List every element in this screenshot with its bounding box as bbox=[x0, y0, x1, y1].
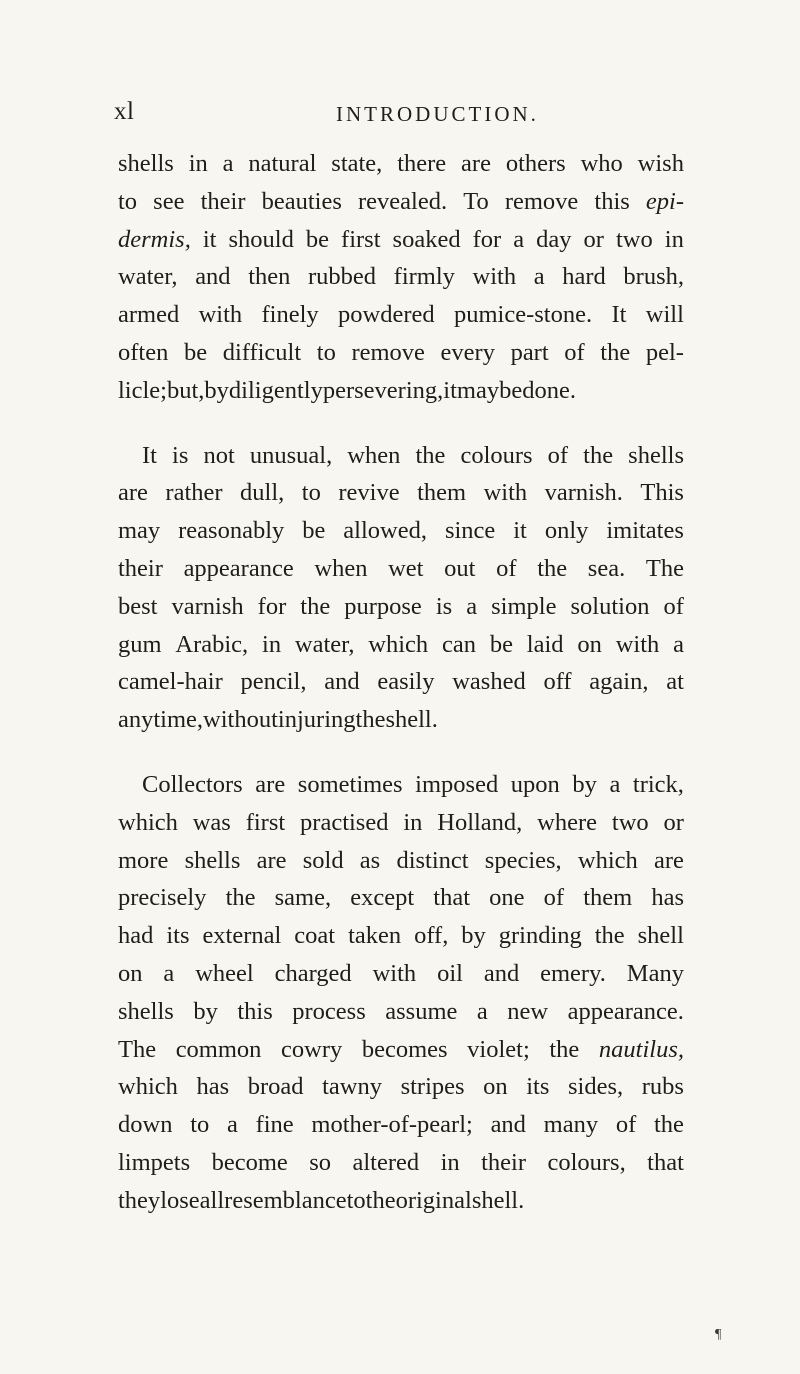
word: has bbox=[651, 884, 684, 912]
word: with bbox=[472, 263, 517, 291]
word: revealed. bbox=[357, 187, 448, 215]
word: then bbox=[248, 263, 291, 291]
text-line bbox=[118, 626, 684, 664]
paragraph-gap bbox=[118, 739, 684, 766]
word: Many bbox=[626, 959, 684, 987]
word: are bbox=[118, 479, 148, 507]
word: allowed, bbox=[343, 517, 427, 545]
word: the bbox=[594, 922, 625, 950]
word: the bbox=[415, 441, 446, 469]
word: had bbox=[118, 922, 154, 950]
word: be bbox=[305, 225, 330, 253]
word: them bbox=[417, 479, 467, 507]
word: common bbox=[175, 1035, 262, 1063]
word: the bbox=[355, 706, 386, 734]
word: camel-hair bbox=[118, 668, 223, 696]
word: by bbox=[461, 922, 486, 950]
word: or bbox=[583, 225, 604, 253]
word: others bbox=[505, 150, 566, 177]
text-line bbox=[118, 993, 684, 1031]
word: which bbox=[368, 630, 429, 658]
word: nautilus, bbox=[598, 1035, 684, 1063]
word: with bbox=[615, 630, 660, 658]
word: and bbox=[483, 959, 520, 987]
word: there bbox=[397, 150, 447, 177]
text-line bbox=[118, 701, 684, 739]
word: to bbox=[190, 1111, 210, 1139]
word: can bbox=[442, 630, 476, 658]
paragraph bbox=[118, 145, 684, 410]
word: shells bbox=[628, 441, 684, 469]
word: its bbox=[166, 922, 190, 950]
word: upon bbox=[510, 770, 560, 798]
word: sold bbox=[302, 846, 344, 874]
word: on bbox=[483, 1073, 508, 1101]
word: original bbox=[395, 1186, 472, 1214]
word: taken bbox=[348, 922, 402, 950]
word: and bbox=[324, 668, 360, 696]
word: all bbox=[199, 1186, 225, 1214]
word: in bbox=[440, 1148, 460, 1176]
word: in bbox=[664, 225, 684, 253]
word: a bbox=[476, 997, 488, 1025]
word: pel- bbox=[645, 338, 684, 366]
word: the bbox=[225, 884, 256, 912]
word: this bbox=[237, 997, 273, 1025]
word: altered bbox=[352, 1148, 420, 1176]
word: to bbox=[301, 479, 321, 507]
paragraph bbox=[118, 766, 684, 1220]
word: charged bbox=[274, 959, 352, 987]
word: Arabic, bbox=[175, 630, 249, 658]
word: epi- bbox=[645, 187, 684, 215]
word: a bbox=[533, 263, 545, 291]
word: first bbox=[341, 225, 381, 253]
word: state, bbox=[331, 150, 383, 177]
word: appearance. bbox=[567, 997, 684, 1025]
word: licle; bbox=[118, 376, 167, 404]
word: time, bbox=[153, 706, 204, 734]
text-line bbox=[118, 183, 684, 221]
word: Collectors bbox=[142, 770, 243, 798]
word: the bbox=[549, 1035, 580, 1063]
word: day bbox=[536, 225, 572, 253]
word: part bbox=[510, 338, 549, 366]
word: first bbox=[245, 808, 286, 836]
word: by bbox=[193, 997, 218, 1025]
word: more bbox=[118, 846, 169, 874]
word: their bbox=[200, 187, 246, 215]
word: every bbox=[440, 338, 495, 366]
word: solution bbox=[570, 592, 650, 620]
word: reasonably bbox=[178, 517, 285, 545]
word: This bbox=[640, 479, 684, 507]
paragraph bbox=[118, 437, 684, 739]
word: in bbox=[262, 630, 282, 658]
word: in bbox=[188, 150, 208, 177]
word: limpets bbox=[118, 1148, 191, 1176]
word: their bbox=[118, 554, 163, 582]
word: is bbox=[435, 592, 453, 620]
word: them bbox=[583, 884, 633, 912]
word: at bbox=[666, 668, 684, 696]
word: when bbox=[314, 554, 368, 582]
text-line bbox=[118, 334, 684, 372]
word: which bbox=[118, 808, 178, 836]
word: The bbox=[118, 1035, 157, 1063]
text-line bbox=[118, 879, 684, 917]
word: new bbox=[507, 997, 549, 1025]
word: imitates bbox=[606, 517, 684, 545]
word: a bbox=[222, 150, 234, 177]
word: any bbox=[118, 706, 154, 734]
word: that bbox=[647, 1148, 684, 1176]
word: may bbox=[456, 376, 500, 404]
word: where bbox=[537, 808, 598, 836]
word: not bbox=[203, 441, 235, 469]
word: lose bbox=[160, 1186, 200, 1214]
text-line bbox=[118, 588, 684, 626]
word: colours bbox=[460, 441, 533, 469]
word: but, bbox=[166, 376, 205, 404]
word: oil bbox=[437, 959, 463, 987]
word: shell bbox=[637, 922, 684, 950]
word: off, bbox=[414, 922, 449, 950]
text-line bbox=[118, 145, 684, 183]
word: cowry bbox=[281, 1035, 343, 1063]
word: practised bbox=[300, 808, 389, 836]
word: pencil, bbox=[240, 668, 307, 696]
word: rubbed bbox=[308, 263, 377, 291]
text-line bbox=[118, 917, 684, 955]
word: water, bbox=[118, 263, 178, 291]
word: a bbox=[673, 630, 684, 658]
word: with bbox=[483, 479, 528, 507]
word: it bbox=[443, 376, 457, 404]
word: dermis, bbox=[118, 225, 191, 253]
word: should bbox=[228, 225, 294, 253]
word: precisely bbox=[118, 884, 207, 912]
word: process bbox=[292, 997, 366, 1025]
text-line bbox=[118, 296, 684, 334]
word: see bbox=[153, 187, 185, 215]
word: washed bbox=[452, 668, 526, 696]
word: this bbox=[594, 187, 630, 215]
word: are bbox=[256, 846, 287, 874]
word: only bbox=[544, 517, 589, 545]
word: out bbox=[444, 554, 476, 582]
word: pumice-stone. bbox=[453, 301, 593, 329]
word: of bbox=[547, 441, 569, 469]
word: best bbox=[118, 592, 158, 620]
word: many bbox=[543, 1111, 599, 1139]
word: Holland, bbox=[437, 808, 523, 836]
word: with bbox=[198, 301, 243, 329]
word: varnish. bbox=[544, 479, 623, 507]
word: stripes bbox=[400, 1073, 465, 1101]
word: To bbox=[463, 187, 489, 215]
word: coat bbox=[294, 922, 336, 950]
word: laid bbox=[526, 630, 564, 658]
text-line bbox=[118, 955, 684, 993]
word: soaked bbox=[392, 225, 461, 253]
word: shells bbox=[118, 997, 174, 1025]
word: its bbox=[526, 1073, 550, 1101]
word: which bbox=[118, 1073, 178, 1101]
word: to bbox=[346, 1186, 366, 1214]
text-line bbox=[118, 804, 684, 842]
word: It bbox=[611, 301, 627, 329]
word: the bbox=[365, 1186, 396, 1214]
word: it bbox=[202, 225, 217, 253]
word: their bbox=[481, 1148, 527, 1176]
text-line bbox=[118, 663, 684, 701]
text-line bbox=[118, 1068, 684, 1106]
word: to bbox=[316, 338, 336, 366]
word: imposed bbox=[415, 770, 499, 798]
text-line bbox=[118, 1182, 684, 1220]
word: the bbox=[600, 338, 631, 366]
word: done. bbox=[522, 376, 576, 404]
text-line bbox=[118, 512, 684, 550]
word: become bbox=[211, 1148, 288, 1176]
word: armed bbox=[118, 301, 180, 329]
word: one bbox=[489, 884, 525, 912]
word: assume bbox=[385, 997, 458, 1025]
text-line bbox=[118, 550, 684, 588]
word: be bbox=[302, 517, 326, 545]
word: brush, bbox=[623, 263, 684, 291]
word: who bbox=[580, 150, 623, 177]
body-text bbox=[118, 145, 684, 1220]
word: grinding bbox=[498, 922, 582, 950]
word: appearance bbox=[183, 554, 294, 582]
word: will bbox=[645, 301, 684, 329]
word: two bbox=[611, 808, 649, 836]
word: becomes bbox=[361, 1035, 448, 1063]
word: the bbox=[300, 592, 331, 620]
word: violet; bbox=[467, 1035, 530, 1063]
word: varnish bbox=[171, 592, 244, 620]
word: broad bbox=[247, 1073, 304, 1101]
word: wet bbox=[388, 554, 424, 582]
text-line bbox=[118, 842, 684, 880]
word: for bbox=[257, 592, 287, 620]
word: mother-of-pearl; bbox=[311, 1111, 473, 1139]
word: The bbox=[645, 554, 684, 582]
word: finely bbox=[261, 301, 319, 329]
word: it bbox=[513, 517, 527, 545]
word: wish bbox=[637, 150, 684, 177]
word: down bbox=[118, 1111, 173, 1139]
text-line bbox=[118, 1106, 684, 1144]
word: a bbox=[466, 592, 478, 620]
word: is bbox=[172, 441, 189, 469]
word: that bbox=[433, 884, 471, 912]
word: dull, bbox=[240, 479, 285, 507]
word: of bbox=[615, 1111, 637, 1139]
word: a bbox=[609, 770, 621, 798]
word: the bbox=[654, 1111, 684, 1139]
word: sea. bbox=[587, 554, 626, 582]
word: resemblance bbox=[224, 1186, 347, 1214]
word: without bbox=[203, 706, 278, 734]
word: has bbox=[196, 1073, 230, 1101]
word: so bbox=[309, 1148, 332, 1176]
word: rubs bbox=[641, 1073, 684, 1101]
word: was bbox=[192, 808, 231, 836]
word: for bbox=[472, 225, 502, 253]
word: of bbox=[496, 554, 517, 582]
word: remove bbox=[504, 187, 579, 215]
word: species, bbox=[484, 846, 562, 874]
text-line bbox=[118, 437, 684, 475]
word: since bbox=[444, 517, 496, 545]
word: of bbox=[564, 338, 585, 366]
word: injuring bbox=[277, 706, 356, 734]
text-line bbox=[118, 1031, 684, 1069]
word: sometimes bbox=[297, 770, 403, 798]
word: by bbox=[204, 376, 229, 404]
word: shells bbox=[184, 846, 241, 874]
word: It bbox=[142, 441, 157, 469]
word: a bbox=[163, 959, 175, 987]
word: external bbox=[202, 922, 282, 950]
word: emery. bbox=[540, 959, 606, 987]
word: diligently bbox=[228, 376, 323, 404]
word: revive bbox=[338, 479, 400, 507]
word: to bbox=[118, 187, 138, 215]
word: remove bbox=[351, 338, 425, 366]
word: fine bbox=[255, 1111, 294, 1139]
word: gum bbox=[118, 630, 162, 658]
word: a bbox=[513, 225, 525, 253]
word: shell. bbox=[471, 1186, 525, 1214]
word: as bbox=[359, 846, 381, 874]
word: same, bbox=[274, 884, 332, 912]
word: when bbox=[347, 441, 401, 469]
word: shells bbox=[118, 150, 174, 177]
word: are bbox=[461, 150, 491, 177]
word: the bbox=[537, 554, 568, 582]
word: with bbox=[372, 959, 417, 987]
word: colours, bbox=[547, 1148, 626, 1176]
word: tawny bbox=[322, 1073, 382, 1101]
word: again, bbox=[589, 668, 649, 696]
word: unusual, bbox=[249, 441, 333, 469]
text-line bbox=[118, 221, 684, 259]
word: often bbox=[118, 338, 169, 366]
word: firmly bbox=[393, 263, 455, 291]
word: hard bbox=[562, 263, 606, 291]
word: easily bbox=[377, 668, 435, 696]
word: purpose bbox=[344, 592, 422, 620]
word: they bbox=[118, 1186, 161, 1214]
word: by bbox=[572, 770, 597, 798]
word: difficult bbox=[222, 338, 302, 366]
text-line bbox=[118, 1144, 684, 1182]
page-number: xl bbox=[114, 98, 135, 125]
word: powdered bbox=[338, 301, 435, 329]
word: beauties bbox=[261, 187, 342, 215]
paragraph-gap bbox=[118, 410, 684, 437]
word: and bbox=[490, 1111, 526, 1139]
word: simple bbox=[491, 592, 557, 620]
word: on bbox=[118, 959, 143, 987]
word: which bbox=[577, 846, 638, 874]
word: a bbox=[226, 1111, 238, 1139]
word: on bbox=[577, 630, 602, 658]
word: shell. bbox=[385, 706, 438, 734]
footer-mark: ¶ bbox=[715, 1327, 722, 1342]
word: of bbox=[663, 592, 684, 620]
word: wheel bbox=[195, 959, 254, 987]
word: are bbox=[653, 846, 684, 874]
word: and bbox=[195, 263, 231, 291]
word: off bbox=[543, 668, 572, 696]
text-line bbox=[118, 258, 684, 296]
word: the bbox=[583, 441, 614, 469]
word: may bbox=[118, 517, 161, 545]
word: or bbox=[663, 808, 684, 836]
word: natural bbox=[248, 150, 317, 177]
word: be bbox=[183, 338, 208, 366]
running-head: INTRODUCTION. bbox=[336, 102, 539, 126]
word: be bbox=[489, 630, 513, 658]
word: in bbox=[403, 808, 423, 836]
text-line bbox=[118, 372, 684, 410]
word: except bbox=[350, 884, 415, 912]
word: persevering, bbox=[322, 376, 444, 404]
word: trick, bbox=[632, 770, 684, 798]
word: two bbox=[616, 225, 653, 253]
page-header bbox=[114, 98, 714, 138]
text-line bbox=[118, 766, 684, 804]
word: sides, bbox=[568, 1073, 624, 1101]
word: distinct bbox=[396, 846, 469, 874]
text-line bbox=[118, 474, 684, 512]
word: of bbox=[543, 884, 565, 912]
word: are bbox=[255, 770, 286, 798]
word: water, bbox=[294, 630, 355, 658]
word: be bbox=[499, 376, 523, 404]
word: rather bbox=[165, 479, 223, 507]
